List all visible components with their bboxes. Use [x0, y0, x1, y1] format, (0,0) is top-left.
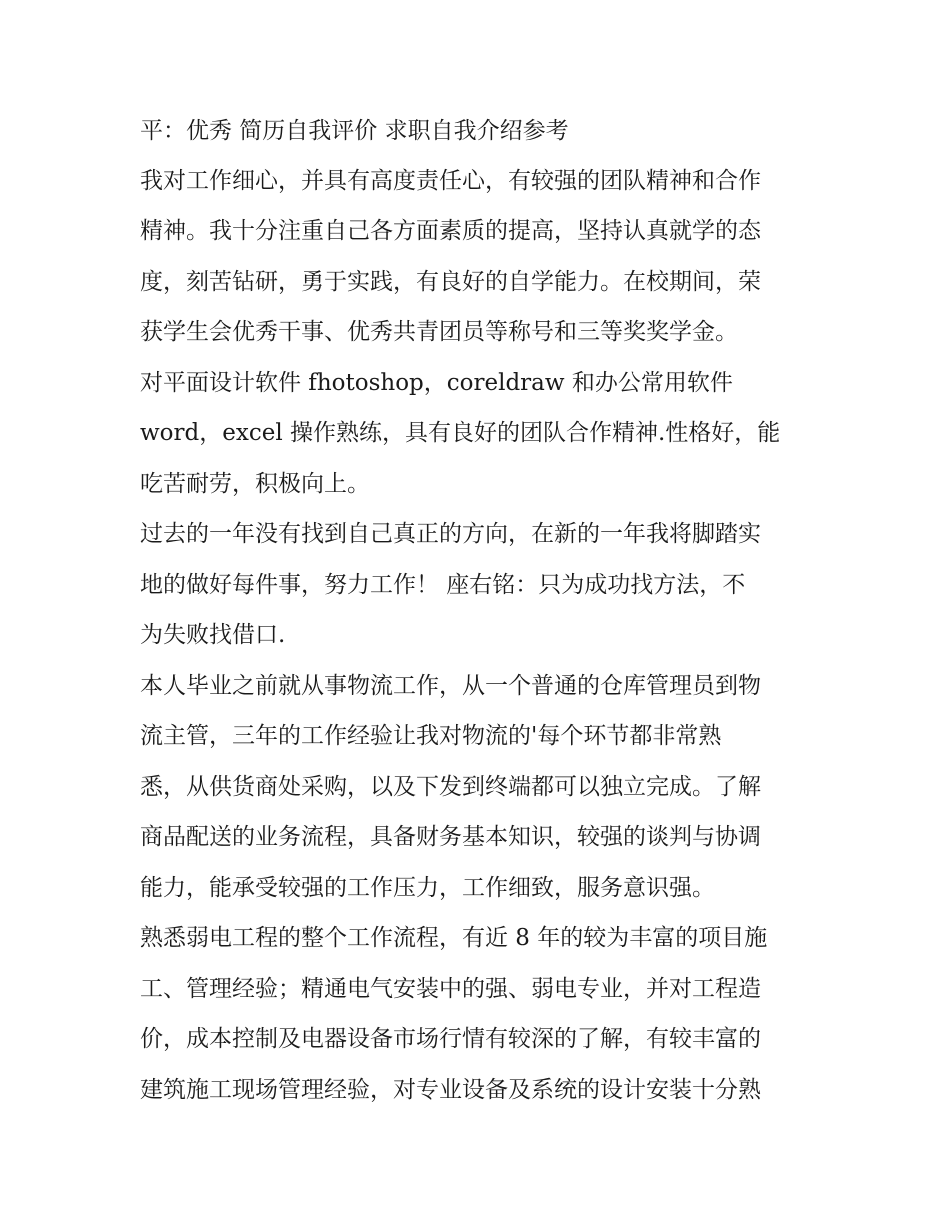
text-line: 本人毕业之前就从事物流工作，从一个普通的仓库管理员到物 — [140, 673, 761, 699]
text-line: 过去的一年没有找到自己真正的方向，在新的一年我将脚踏实 — [140, 521, 761, 547]
text-line: 我对工作细心，并具有高度责任心，有较强的团队精神和合作 — [140, 168, 761, 194]
text-line: 工、管理经验；精通电气安装中的强、弱电专业，并对工程造 — [140, 976, 761, 1002]
text-line: 度，刻苦钻研，勇于实践，有良好的自学能力。在校期间，荣 — [140, 269, 761, 295]
text-line: 能力，能承受较强的工作压力，工作细致，服务意识强。 — [140, 875, 715, 901]
text-line: 商品配送的业务流程，具备财务基本知识，较强的谈判与协调 — [140, 824, 761, 850]
text-line: 价，成本控制及电器设备市场行情有较深的了解，有较丰富的 — [140, 1026, 761, 1052]
text-line: 平：优秀 简历自我评价 求职自我介绍参考 — [140, 118, 569, 144]
text-line: 精神。我十分注重自己各方面素质的提高，坚持认真就学的态 — [140, 218, 761, 244]
text-line: 流主管，三年的工作经验让我对物流的'每个环节都非常熟 — [140, 723, 722, 749]
text-line: 获学生会优秀干事、优秀共青团员等称号和三等奖奖学金。 — [140, 319, 738, 345]
text-line: 吃苦耐劳，积极向上。 — [140, 471, 370, 497]
text-line: 熟悉弱电工程的整个工作流程，有近 8 年的较为丰富的项目施 — [140, 925, 768, 951]
text-line: word，excel 操作熟练，具有良好的团队合作精神.性格好，能 — [140, 420, 781, 446]
text-line: 为失败找借口. — [140, 622, 286, 648]
text-line: 悉，从供货商处采购，以及下发到终端都可以独立完成。了解 — [140, 774, 761, 800]
text-line: 建筑施工现场管理经验，对专业设备及系统的设计安装十分熟 — [140, 1077, 761, 1103]
text-line: 对平面设计软件 fhotoshop，coreldraw 和办公常用软件 — [140, 370, 733, 396]
text-line: 地的做好每件事，努力工作！ 座右铭：只为成功找方法，不 — [140, 572, 746, 598]
